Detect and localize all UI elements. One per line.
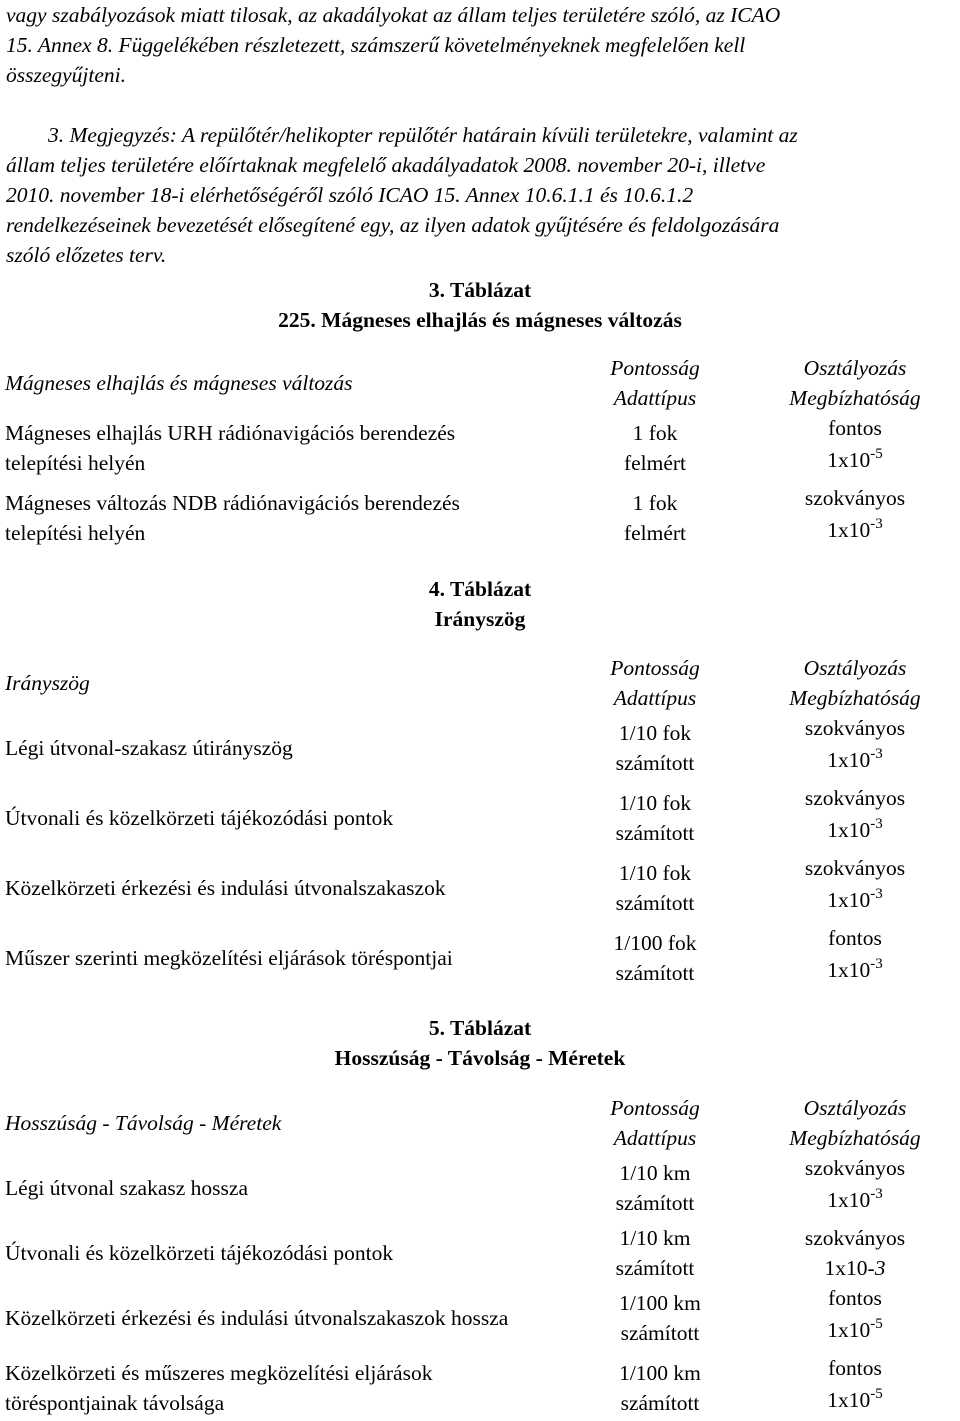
- note-line: 2010. november 18-i elérhetőségéről szóló ICAO 15. Annex 10.6.1.1 és 10.6.1.2: [6, 183, 694, 207]
- header-classification: Osztályozás Megbízhatóság: [789, 356, 921, 410]
- row-accuracy: 1 fok felmért: [623, 491, 687, 545]
- row-name: Útvonali és közelkörzeti tájékozódási pontok: [5, 806, 394, 830]
- row-accuracy: 1/10 fok számított: [615, 861, 695, 915]
- header-accuracy: Pontosság Adattípus: [610, 356, 700, 410]
- header-classification: Osztályozás Megbízhatóság: [789, 1096, 921, 1150]
- header-name: Hosszúság - Távolság - Méretek: [5, 1111, 282, 1135]
- row-classification: fontos $1x10^{-3}$: [827, 926, 883, 982]
- table-4-title: Irányszög: [434, 607, 526, 631]
- row-name: Közelkörzeti érkezési és indulási útvonalszakaszok hossza: [5, 1306, 509, 1330]
- row-name: Mágneses elhajlás URH rádiónavigációs berendezés telepítési helyén: [5, 421, 456, 475]
- row-classification: fontos $1x10^{-5}$: [827, 416, 883, 472]
- row-accuracy: 1/10 km számított: [615, 1161, 695, 1215]
- row-name: Közelkörzeti érkezési és indulási útvonalszakaszok: [5, 876, 446, 900]
- row-accuracy: 1/10 km számított: [615, 1226, 695, 1280]
- row-classification: szokványos $1x10^{-3}$: [804, 486, 906, 542]
- intro-line: vagy szabályozások miatt tilosak, az akadályokat az állam teljes területére szóló, az ICAO: [6, 3, 781, 27]
- row-accuracy: 1/100 km számított: [619, 1361, 701, 1415]
- row-name: Mágneses változás NDB rádiónavigációs berendezés telepítési helyén: [5, 491, 460, 545]
- note-line: szóló előzetes terv.: [6, 243, 167, 267]
- row-classification: fontos $1x10^{-5}$: [827, 1286, 883, 1342]
- row-name: Légi útvonal szakasz hossza: [5, 1176, 248, 1200]
- row-accuracy: 1/100 fok számított: [613, 931, 697, 985]
- intro-line: összegyűjteni.: [6, 63, 127, 87]
- row-name: Műszer szerinti megközelítési eljárások töréspontjai: [5, 946, 453, 970]
- row-classification: szokványos $1x10^{-3}$: [804, 1156, 906, 1212]
- table-3-number: 3. Táblázat: [428, 278, 532, 302]
- row-name: Útvonali és közelkörzeti tájékozódási pontok: [5, 1241, 394, 1265]
- row-classification: szokványos $1x10^{-3}$: [804, 786, 906, 842]
- row-classification: szokványos $1x10^{-3}$: [804, 856, 906, 912]
- row-accuracy: 1/10 fok számított: [615, 721, 695, 775]
- row-accuracy: 1 fok felmért: [623, 421, 687, 475]
- note-line: állam teljes területére előírtaknak megfelelő akadályadatok 2008. november 20-i, illetve: [6, 153, 766, 177]
- table-3-title: 225. Mágneses elhajlás és mágneses változás: [278, 308, 682, 332]
- header-name: Mágneses elhajlás és mágneses változás: [5, 371, 353, 395]
- header-accuracy: Pontosság Adattípus: [610, 656, 700, 710]
- header-name: Irányszög: [5, 671, 90, 695]
- row-classification: fontos $1x10^{-5}$: [827, 1356, 883, 1412]
- row-classification: szokványos $1x10^{-3}$: [804, 716, 906, 772]
- row-accuracy: 1/100 km számított: [619, 1291, 701, 1345]
- header-accuracy: Pontosság Adattípus: [610, 1096, 700, 1150]
- row-accuracy: 1/10 fok számított: [615, 791, 695, 845]
- row-name: Légi útvonal-szakasz útirányszög: [5, 736, 293, 760]
- intro-text: [6, 0, 956, 270]
- header-classification: Osztályozás Megbízhatóság: [789, 656, 921, 710]
- table-5-number: 5. Táblázat: [428, 1016, 532, 1040]
- note-line: rendelkezéseinek bevezetését elősegítené egy, az ilyen adatok gyűjtésére és feldolgozására: [6, 213, 780, 237]
- row-classification: szokványos 1x10-3: [804, 1226, 906, 1280]
- table-4-number: 4. Táblázat: [428, 577, 532, 601]
- intro-line: 15. Annex 8. Függelékében részletezett, számszerű követelményeknek megfelelően kell: [6, 33, 746, 57]
- row-name: Közelkörzeti és műszeres megközelítési eljárások töréspontjainak távolsága: [5, 1361, 433, 1415]
- note-line: 3. Megjegyzés: A repülőtér/helikopter repülőtér határain kívüli területekre, valamint az: [48, 123, 798, 147]
- table-5-title: Hosszúság - Távolság - Méretek: [334, 1046, 626, 1070]
